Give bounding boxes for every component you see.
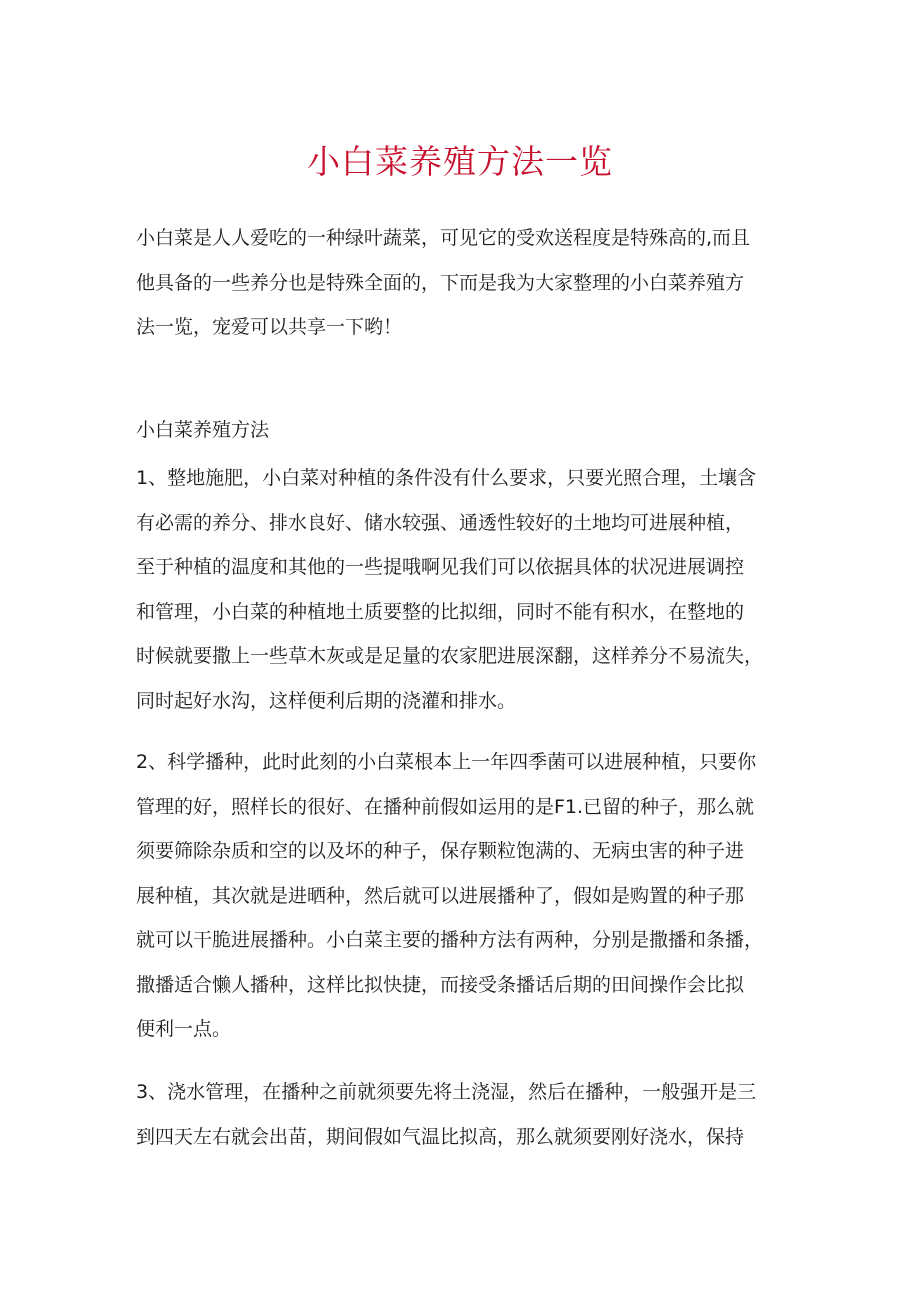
text-line: 管理的好，照样长的很好、在播种前假如运用的是F1.已留的种子，那么就	[136, 795, 755, 818]
paragraph-step-2	[136, 740, 786, 1052]
text-line: 展种植，其次就是进晒种，然后就可以进展播种了，假如是购置的种子那	[136, 884, 745, 907]
paragraph-step-3	[136, 1070, 786, 1159]
section-heading: 小白菜养殖方法	[136, 419, 270, 441]
text-line: 2、科学播种，此时此刻的小白菜根本上一年四季菌可以进展种植，只要你	[136, 751, 757, 773]
text-line: 他具备的一些养分也是特殊全面的，下而是我为大家整理的小白菜养殖方	[136, 271, 745, 294]
text-line: 就可以干脆进展播种。小白菜主要的播种方法有两种，分别是撒播和条播，	[136, 929, 764, 951]
text-line: 有必需的养分、排水良好、储水较强、通透性较好的土地均可进展种植，	[136, 511, 745, 534]
text-line: 时候就要撒上一些草木灰或是足量的农家肥进展深翻，这样养分不易流失，	[136, 645, 764, 667]
text-line: 撒播适合懒人播种，这样比拟快捷，而接受条播话后期的田间操作会比拟	[136, 973, 745, 996]
text-line: 到四天左右就会出苗，期间假如气温比拟高，那么就须要刚好浇水，保持	[136, 1125, 745, 1148]
text-line: 同时起好水沟，这样便利后期的浇灌和排水。	[136, 689, 517, 712]
text-line: 须要筛除杂质和空的以及坏的种子，保存颗粒饱满的、无病虫害的种子进	[136, 840, 745, 862]
text-line: 和管理，小白菜的种植地土质要整的比拟细，同时不能有积水，在整地的	[136, 600, 745, 623]
text-line: 至于种植的温度和其他的一些提哦啊见我们可以依据具体的状况进展调控	[136, 556, 745, 578]
text-line: 小白菜是人人爱吃的一种绿叶蔬菜，可见它的受欢送程度是特殊高的,而且	[136, 227, 751, 249]
text-line: 1、整地施肥，小白菜对种植的条件没有什么要求，只要光照合理，土壤含	[136, 467, 757, 489]
text-line: 法一览，宠爱可以共享一下哟！	[136, 316, 403, 338]
paragraph-step-1	[136, 456, 786, 723]
page-title: 小白菜养殖方法一览	[307, 142, 613, 181]
text-line: 便利一点。	[136, 1018, 232, 1040]
intro-paragraph	[136, 216, 786, 350]
text-line: 3、浇水管理，在播种之前就须要先将土浇湿，然后在播种，一般强开是三	[136, 1081, 757, 1103]
